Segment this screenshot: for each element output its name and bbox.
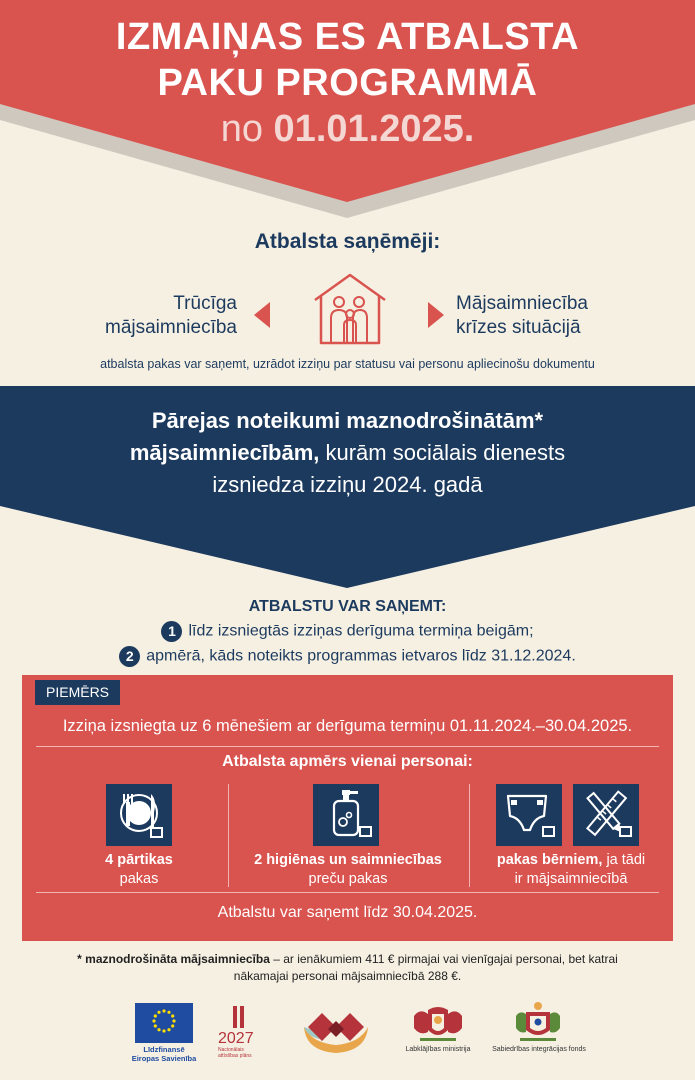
recipient-right-line1: Mājsaimniecība: [456, 293, 588, 314]
arrow-right-icon: [428, 302, 444, 328]
nap-line2: attīstības plāns: [218, 1053, 252, 1059]
header-date: [0, 108, 695, 151]
condition-item-2: [0, 646, 695, 667]
transition-line2-rest: kurām sociālais dienests: [319, 440, 566, 465]
example-divider-bottom: [36, 892, 659, 893]
condition-number-2: 2: [119, 646, 140, 667]
recipient-left-line2: mājsaimniecība: [105, 317, 237, 338]
support-hands-logo: [300, 1007, 372, 1055]
condition-text-1: līdz izsniegtās izziņas derīguma termiņa beigām;: [188, 622, 534, 640]
example-tag: PIEMĒRS: [35, 680, 120, 705]
school-supplies-icon: [573, 784, 639, 846]
transition-line1: [0, 408, 695, 434]
example-footer: Atbalstu var saņemt līdz 30.04.2025.: [217, 904, 478, 921]
condition-number-1: 1: [161, 621, 182, 642]
col3-rest2: ir mājsaimniecībā: [514, 871, 628, 887]
example-divider-top: [36, 746, 659, 747]
header-title-line2: PAKU PROGRAMMĀ: [157, 62, 538, 104]
header-date-prefix: no: [220, 108, 263, 150]
diaper-icon: [496, 784, 562, 846]
header-date-value: 01.01.2025.: [273, 108, 475, 150]
example-divider-v2: [469, 784, 470, 887]
recipient-left-line1: Trūcīga: [173, 293, 237, 314]
recipient-right: [456, 292, 626, 340]
col3-bold: pakas bērniem,: [496, 852, 603, 868]
footnote-rest1: – ar ienākumiem 411 € pirmajai vai vienīgajai personai, bet katrai: [269, 952, 618, 966]
transition-line1-text: Pārejas noteikumi maznodrošinātām*: [151, 408, 544, 433]
recipient-left: [95, 292, 237, 340]
footnote: [0, 951, 695, 985]
ministry-coat-of-arms-icon: [410, 1000, 466, 1044]
example-divider-v1: [228, 784, 229, 887]
footnote-rest2: nākamajai personai mājsaimniecībā 288 €.: [233, 969, 462, 983]
example-col3-label: [476, 851, 666, 889]
example-col2-label: [234, 851, 462, 889]
family-house-icon: [312, 272, 388, 346]
col3-rest1: ja tādi: [602, 852, 646, 868]
eu-flag-logo: [135, 1003, 193, 1043]
example-statement: Izziņa izsniegta uz 6 mēnešiem ar derīguma termiņu 01.11.2024.–30.04.2025.: [62, 717, 633, 735]
col2-rest: preču pakas: [308, 871, 388, 887]
col1-rest: pakas: [119, 871, 159, 887]
condition-text-2: apmērā, kāds noteikts programmas ietvaros līdz 31.12.2024.: [146, 647, 576, 665]
fund-caption: Sabiedrības integrācijas fonds: [492, 1046, 586, 1053]
header-title-line1: IZMAIŅAS ES ATBALSTA: [115, 16, 580, 58]
condition-item-1: [0, 621, 695, 642]
footnote-bold: * maznodrošināta mājsaimniecība: [77, 952, 270, 966]
arrow-left-icon: [254, 302, 270, 328]
transition-line3: izsniedza izziņu 2024. gadā: [212, 472, 483, 497]
transition-line2-bold: mājsaimniecībām,: [129, 440, 320, 465]
col1-bold: 4 pārtikas: [105, 852, 173, 868]
food-icon: [106, 784, 172, 846]
recipients-title: Atbalsta saņēmēji:: [254, 230, 441, 253]
transition-line2: [0, 440, 695, 466]
soap-bottle-icon: [313, 784, 379, 846]
eu-caption-line1: Līdzfinansē: [143, 1045, 185, 1054]
example-col1-label: [56, 851, 222, 889]
eu-caption-line2: Eiropas Savienība: [131, 1054, 197, 1063]
fund-coat-of-arms-icon: [512, 1000, 564, 1044]
col2-bold: 2 higiēnas un saimniecības: [254, 852, 442, 868]
example-subtitle: Atbalsta apmērs vienai personai:: [222, 753, 473, 770]
nap-2027-logo: [218, 1004, 268, 1064]
recipients-note: atbalsta pakas var saņemt, uzrādot izziņu par statusu vai personu apliecinošu dokumentu: [100, 357, 595, 371]
nap-year: 2027: [218, 1030, 254, 1047]
recipient-right-line2: krīzes situācijā: [456, 317, 581, 338]
nap-line1: Nacionālais: [218, 1047, 244, 1053]
conditions-title: ATBALSTU VAR SAŅEMT:: [248, 598, 447, 615]
ministry-caption: Labklājības ministrija: [405, 1046, 471, 1053]
eu-caption: [125, 1045, 203, 1063]
